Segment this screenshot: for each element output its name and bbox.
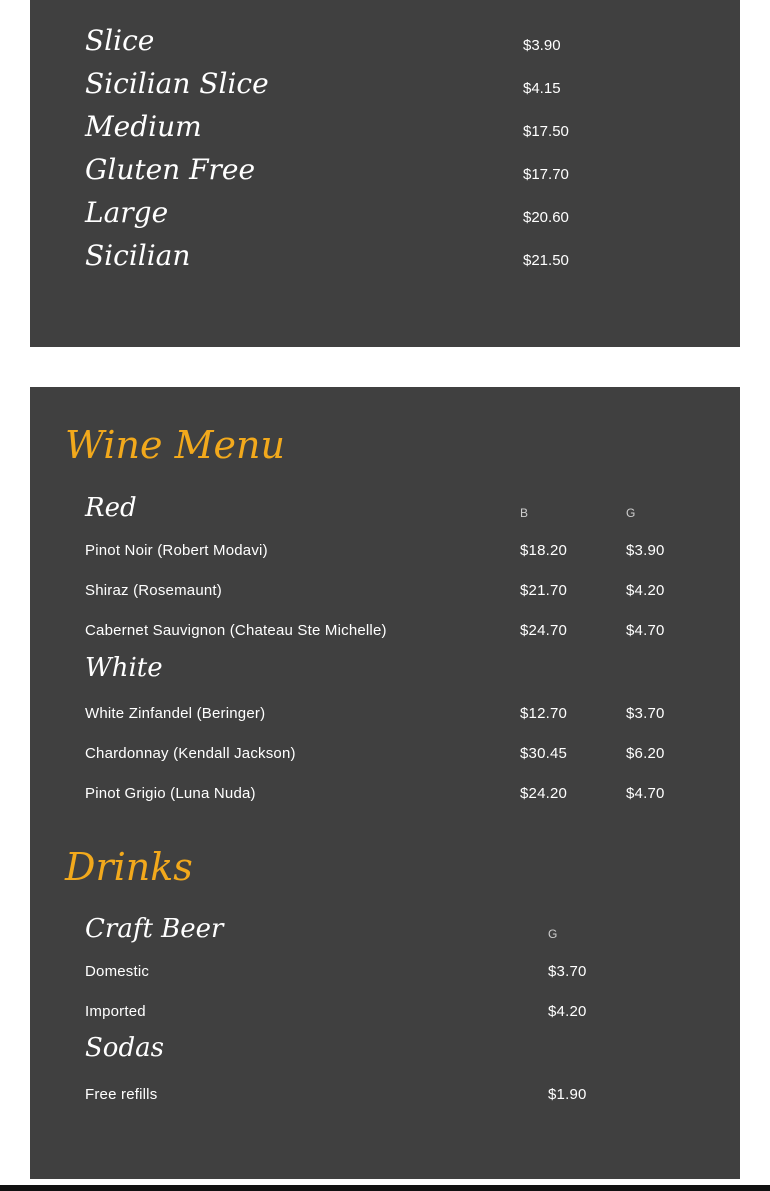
wine-item-name: Chardonnay (Kendall Jackson) — [85, 745, 296, 762]
pizza-item-price: $3.90 — [523, 37, 561, 54]
bottle-column-header: B — [520, 506, 529, 520]
drink-item-price: $4.20 — [548, 1003, 587, 1020]
wine-glass-price: $4.70 — [626, 785, 665, 802]
wine-item-name: White Zinfandel (Beringer) — [85, 705, 266, 722]
wine-item-name: Pinot Grigio (Luna Nuda) — [85, 785, 256, 802]
wine-glass-price: $6.20 — [626, 745, 665, 762]
pizza-item-name: Sicilian Slice — [85, 67, 269, 100]
wine-item-name: Pinot Noir (Robert Modavi) — [85, 542, 268, 559]
sodas-heading: Sodas — [85, 1033, 164, 1063]
craft-beer-heading: Craft Beer — [85, 914, 224, 944]
pizza-item-price: $4.15 — [523, 80, 561, 97]
beer-glass-column-header: G — [548, 927, 558, 941]
wine-bottle-price: $30.45 — [520, 745, 568, 762]
drink-item-name: Imported — [85, 1003, 146, 1020]
wine-item-name: Shiraz (Rosemaunt) — [85, 582, 222, 599]
wine-drinks-panel — [30, 387, 740, 1179]
pizza-item-name: Slice — [85, 24, 155, 57]
drink-item-name: Domestic — [85, 963, 150, 980]
bottom-edge-bar — [0, 1185, 770, 1191]
drink-item-name: Free refills — [85, 1086, 158, 1103]
pizza-item-price: $20.60 — [523, 209, 569, 226]
pizza-item-name: Sicilian — [85, 239, 191, 272]
red-wine-heading: Red — [85, 493, 137, 523]
wine-bottle-price: $12.70 — [520, 705, 568, 722]
pizza-panel — [30, 0, 740, 347]
wine-glass-price: $4.70 — [626, 622, 665, 639]
wine-bottle-price: $18.20 — [520, 542, 568, 559]
pizza-item-price: $17.70 — [523, 166, 569, 183]
white-wine-heading: White — [85, 653, 163, 683]
pizza-item-price: $17.50 — [523, 123, 569, 140]
wine-menu-title: Wine Menu — [65, 423, 285, 467]
wine-glass-price: $3.70 — [626, 705, 665, 722]
pizza-item-price: $21.50 — [523, 252, 569, 269]
pizza-item-name: Medium — [85, 110, 202, 143]
wine-bottle-price: $21.70 — [520, 582, 568, 599]
pizza-item-name: Large — [85, 196, 169, 229]
wine-item-name: Cabernet Sauvignon (Chateau Ste Michelle) — [85, 622, 387, 639]
pizza-item-name: Gluten Free — [85, 153, 256, 186]
glass-column-header: G — [626, 506, 636, 520]
wine-bottle-price: $24.70 — [520, 622, 568, 639]
drink-item-price: $1.90 — [548, 1086, 587, 1103]
wine-glass-price: $3.90 — [626, 542, 665, 559]
wine-glass-price: $4.20 — [626, 582, 665, 599]
drink-item-price: $3.70 — [548, 963, 587, 980]
drinks-title: Drinks — [65, 845, 193, 889]
wine-bottle-price: $24.20 — [520, 785, 568, 802]
